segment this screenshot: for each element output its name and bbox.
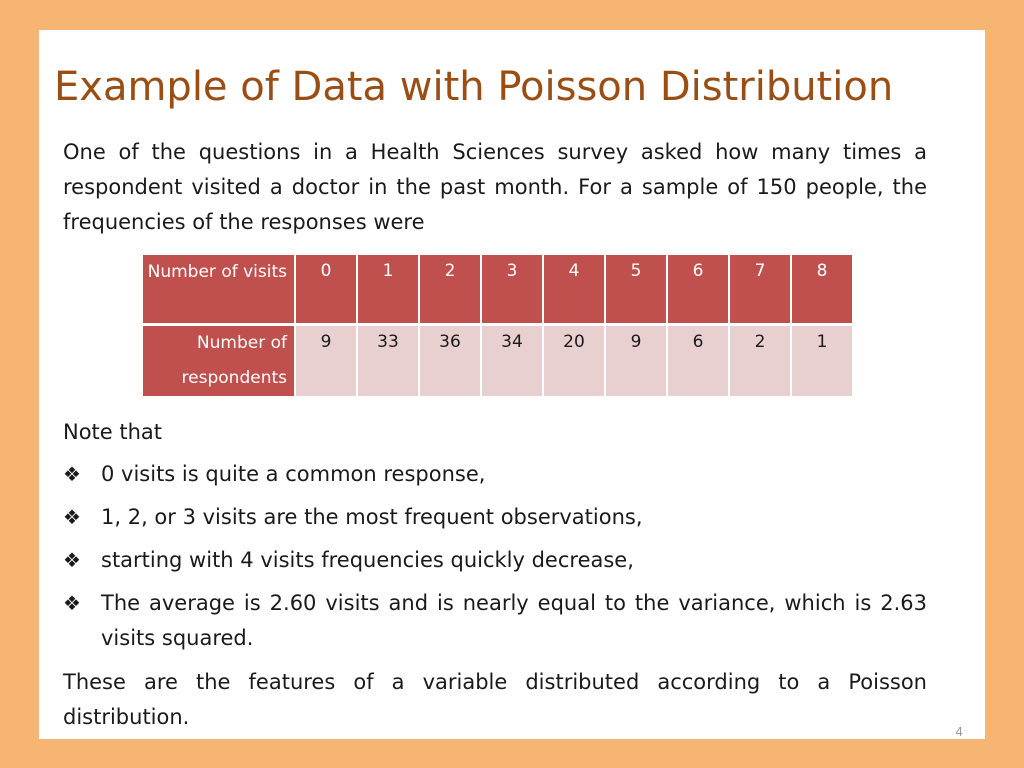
diamond-bullet-icon: ❖ [63, 591, 81, 615]
frequency-table [143, 255, 854, 396]
respondents-row-label: Number of respondents [143, 324, 295, 396]
visits-row-label: Number of visits [143, 255, 295, 324]
page-number: 4 [955, 725, 963, 739]
bullet-text: starting with 4 visits frequencies quickly decrease, [101, 548, 634, 572]
note-heading: Note that [63, 420, 163, 444]
slide-title: Example of Data with Poisson Distribution [54, 64, 894, 110]
visits-cell: 8 [791, 255, 853, 324]
visits-cell: 6 [667, 255, 729, 324]
list-item [63, 586, 927, 656]
diamond-bullet-icon: ❖ [63, 505, 81, 529]
visits-cell: 4 [543, 255, 605, 324]
visits-cell: 3 [481, 255, 543, 324]
respondents-cell: 36 [419, 324, 481, 396]
visits-row [143, 255, 853, 324]
diamond-bullet-icon: ❖ [63, 462, 81, 486]
respondents-cell: 6 [667, 324, 729, 396]
visits-cell: 7 [729, 255, 791, 324]
list-item [63, 543, 927, 578]
respondents-cell: 1 [791, 324, 853, 396]
bullet-text: 1, 2, or 3 visits are the most frequent observations, [101, 505, 643, 529]
bullet-text: 0 visits is quite a common response, [101, 462, 486, 486]
diamond-bullet-icon: ❖ [63, 548, 81, 572]
list-item [63, 500, 927, 535]
respondents-cell: 34 [481, 324, 543, 396]
slide [39, 30, 985, 739]
conclusion-paragraph: These are the features of a variable distributed according to a Poisson distribution. [63, 670, 927, 729]
respondents-row [143, 324, 853, 396]
respondents-cell: 9 [605, 324, 667, 396]
bullet-list [63, 457, 927, 664]
visits-cell: 0 [295, 255, 357, 324]
list-item [63, 457, 927, 492]
respondents-cell: 20 [543, 324, 605, 396]
respondents-cell: 2 [729, 324, 791, 396]
visits-cell: 1 [357, 255, 419, 324]
intro-paragraph: One of the questions in a Health Sciences survey asked how many times a respondent visited a doctor in the past month. For a sample of 150 people, the frequencies of the responses were [63, 140, 927, 234]
bullet-text: The average is 2.60 visits and is nearly equal to the variance, which is 2.63 visits squared. [101, 591, 927, 650]
respondents-cell: 9 [295, 324, 357, 396]
visits-cell: 5 [605, 255, 667, 324]
visits-cell: 2 [419, 255, 481, 324]
respondents-cell: 33 [357, 324, 419, 396]
